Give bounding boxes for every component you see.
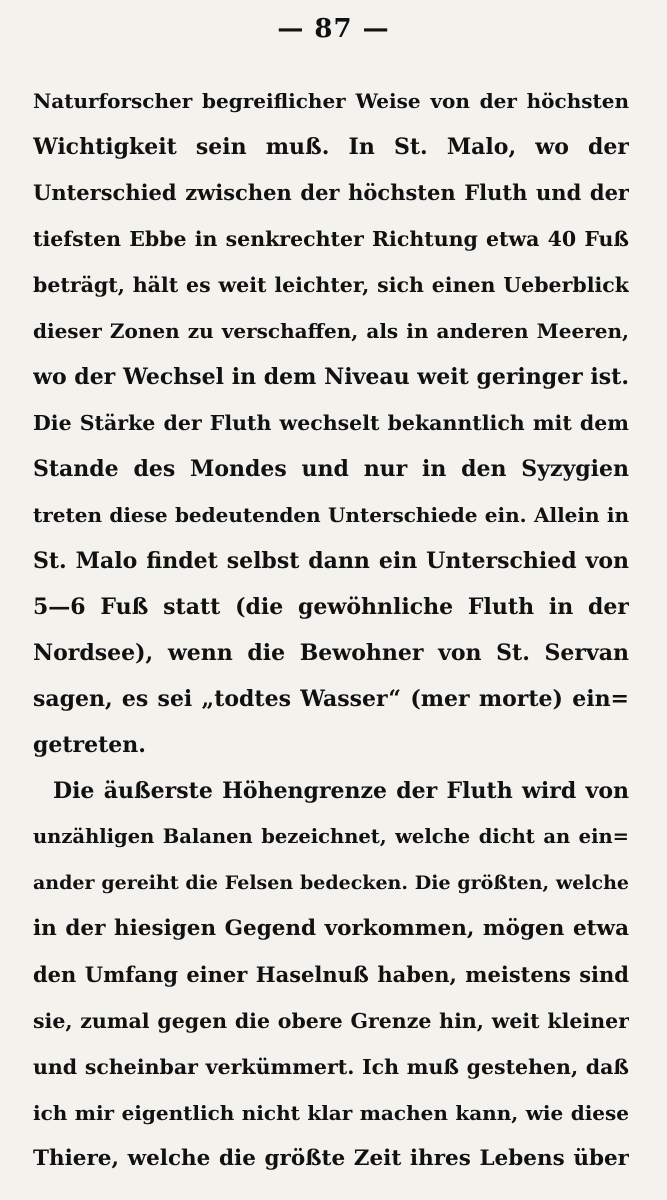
text-line: treten diese bedeutenden Unterschiede ein. Allein in xyxy=(33,503,629,527)
text-line: Wichtigkeit sein muß. In St. Malo, wo der xyxy=(33,134,629,160)
text-line: beträgt, hält es weit leichter, sich einen Ueberblick xyxy=(33,273,629,297)
text-line: Stande des Mondes und nur in den Syzygien xyxy=(33,456,629,482)
page-number: — 87 — xyxy=(277,14,390,44)
text-line: sie, zumal gegen die obere Grenze hin, weit kleiner xyxy=(33,1009,629,1033)
text-line: tiefsten Ebbe in senkrechter Richtung etwa 40 Fuß xyxy=(33,227,629,251)
text-line: sagen, es sei „todtes Wasser“ (mer morte) ein= xyxy=(33,686,629,712)
text-line: Die Stärke der Fluth wechselt bekanntlich mit dem xyxy=(33,411,629,435)
text-line: ander gereiht die Felsen bedecken. Die größten, welche xyxy=(33,872,629,894)
text-line: St. Malo findet selbst dann ein Unterschied von xyxy=(33,548,629,574)
text-line: 5—6 Fuß statt (die gewöhnliche Fluth in der xyxy=(33,594,629,620)
text-line: Thiere, welche die größte Zeit ihres Lebens über xyxy=(33,1146,629,1171)
page-body xyxy=(33,78,629,1182)
text-line: ich mir eigentlich nicht klar machen kann, wie diese xyxy=(33,1101,629,1125)
text-line: den Umfang einer Haselnuß haben, meistens sind xyxy=(33,962,629,987)
text-line: dieser Zonen zu verschaffen, als in anderen Meeren, xyxy=(33,319,629,343)
text-line: Nordsee), wenn die Bewohner von St. Servan xyxy=(33,640,629,666)
text-line: Die äußerste Höhengrenze der Fluth wird von xyxy=(53,778,629,804)
text-line: in der hiesigen Gegend vorkommen, mögen etwa xyxy=(33,916,629,941)
text-line: Naturforscher begreiflicher Weise von der höchsten xyxy=(33,89,629,113)
text-line: unzähligen Balanen bezeichnet, welche dicht an ein= xyxy=(33,825,629,848)
text-line: getreten. xyxy=(33,732,146,758)
text-line: wo der Wechsel in dem Niveau weit geringer ist. xyxy=(33,364,629,390)
text-line: und scheinbar verkümmert. Ich muß gestehen, daß xyxy=(33,1055,629,1079)
text-line: Unterschied zwischen der höchsten Fluth und der xyxy=(33,180,629,205)
